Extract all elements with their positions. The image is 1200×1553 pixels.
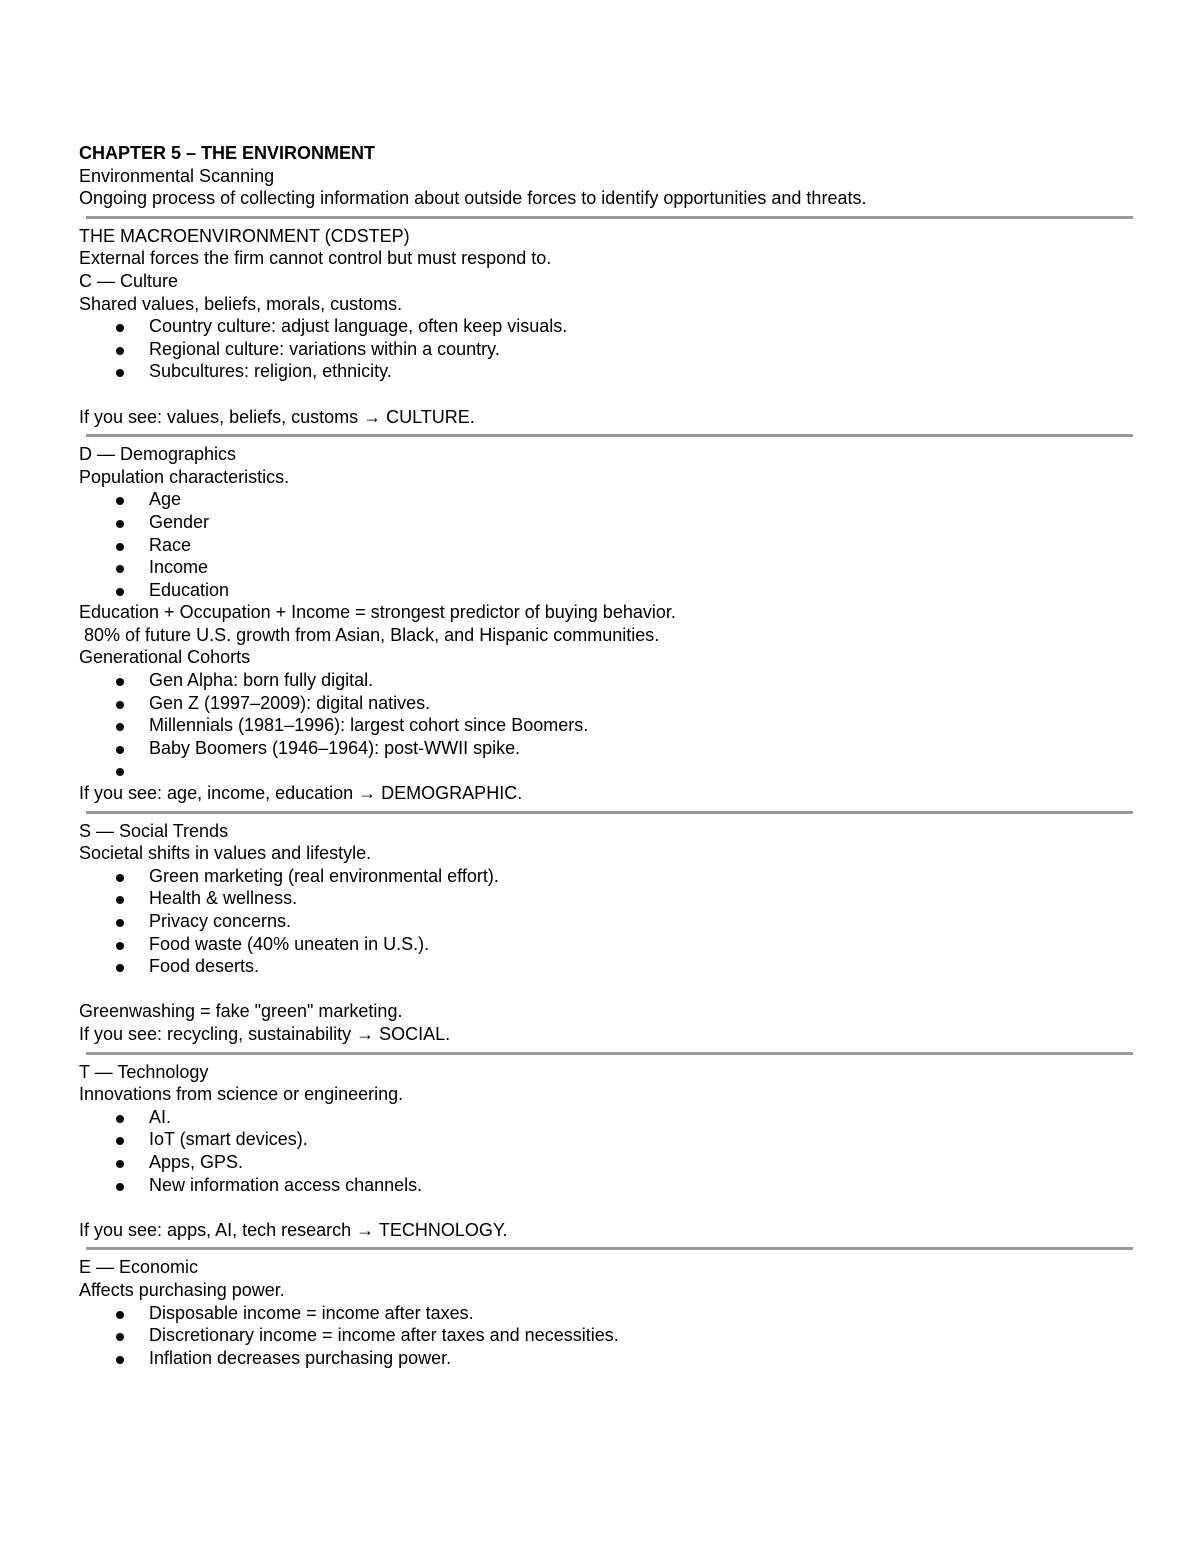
list-item: Education bbox=[79, 579, 1135, 602]
technology-list bbox=[79, 1106, 1135, 1196]
social-heading: S — Social Trends bbox=[79, 820, 229, 841]
divider bbox=[86, 1052, 1133, 1055]
economic-text: Affects purchasing power. bbox=[79, 1279, 285, 1300]
list-item: Millennials (1981–1996): largest cohort since Boomers. bbox=[79, 714, 1135, 737]
list-item: Discretionary income = income after taxes and necessities. bbox=[79, 1324, 1135, 1347]
list-item: Gen Z (1997–2009): digital natives. bbox=[79, 692, 1135, 715]
demographics-list bbox=[79, 488, 1135, 601]
list-item: Apps, GPS. bbox=[79, 1151, 1135, 1174]
list-item: Green marketing (real environmental effort). bbox=[79, 865, 1135, 888]
list-item: Gender bbox=[79, 511, 1135, 534]
demographics-heading: D — Demographics bbox=[79, 444, 237, 465]
culture-list bbox=[79, 315, 1135, 383]
technology-heading: T — Technology bbox=[79, 1061, 209, 1082]
list-item: Subcultures: religion, ethnicity. bbox=[79, 360, 1135, 383]
list-item: Disposable income = income after taxes. bbox=[79, 1302, 1135, 1325]
social-text: Societal shifts in values and lifestyle. bbox=[79, 843, 372, 864]
demographics-note: 80% of future U.S. growth from Asian, Black, and Hispanic communities. bbox=[79, 624, 660, 645]
list-item: Privacy concerns. bbox=[79, 910, 1135, 933]
list-item: Regional culture: variations within a country. bbox=[79, 338, 1135, 361]
demographics-note: Education + Occupation + Income = strongest predictor of buying behavior. bbox=[79, 602, 676, 623]
culture-tip: If you see: values, beliefs, customs → CULTURE. bbox=[79, 406, 475, 427]
culture-heading: C — Culture bbox=[79, 270, 179, 291]
list-item: Baby Boomers (1946–1964): post-WWII spike. bbox=[79, 737, 1135, 760]
list-item: Food deserts. bbox=[79, 955, 1135, 978]
culture-text: Shared values, beliefs, morals, customs. bbox=[79, 293, 403, 314]
divider bbox=[86, 811, 1133, 814]
economic-heading: E — Economic bbox=[79, 1257, 199, 1278]
list-item: Food waste (40% uneaten in U.S.). bbox=[79, 933, 1135, 956]
cohorts-heading: Generational Cohorts bbox=[79, 647, 251, 668]
list-item: Age bbox=[79, 488, 1135, 511]
list-item bbox=[79, 759, 1135, 782]
list-item: Health & wellness. bbox=[79, 887, 1135, 910]
social-list bbox=[79, 865, 1135, 978]
chapter-title: CHAPTER 5 – THE ENVIRONMENT bbox=[79, 143, 376, 163]
cohorts-list bbox=[79, 669, 1135, 782]
divider bbox=[86, 434, 1133, 437]
social-tip: If you see: recycling, sustainability → SOCIAL. bbox=[79, 1023, 451, 1044]
list-item: Income bbox=[79, 556, 1135, 579]
definition-text: Ongoing process of collecting information about outside forces to identify opportunities and threats. bbox=[79, 188, 867, 209]
section-subtitle: Environmental Scanning bbox=[79, 165, 275, 186]
social-note: Greenwashing = fake "green" marketing. bbox=[79, 1001, 403, 1022]
list-item: IoT (smart devices). bbox=[79, 1128, 1135, 1151]
list-item: Inflation decreases purchasing power. bbox=[79, 1347, 1135, 1370]
list-item: AI. bbox=[79, 1106, 1135, 1129]
document-page bbox=[79, 142, 1135, 1369]
demographics-tip: If you see: age, income, education → DEMOGRAPHIC. bbox=[79, 783, 523, 804]
macro-text: External forces the firm cannot control but must respond to. bbox=[79, 248, 552, 269]
demographics-text: Population characteristics. bbox=[79, 466, 290, 487]
list-item: Race bbox=[79, 534, 1135, 557]
divider bbox=[86, 1247, 1133, 1250]
divider bbox=[86, 216, 1133, 219]
list-item: Gen Alpha: born fully digital. bbox=[79, 669, 1135, 692]
list-item: New information access channels. bbox=[79, 1174, 1135, 1197]
technology-text: Innovations from science or engineering. bbox=[79, 1084, 404, 1105]
technology-tip: If you see: apps, AI, tech research → TECHNOLOGY. bbox=[79, 1219, 508, 1240]
list-item: Country culture: adjust language, often keep visuals. bbox=[79, 315, 1135, 338]
macro-heading: THE MACROENVIRONMENT (CDSTEP) bbox=[79, 225, 410, 246]
economic-list bbox=[79, 1302, 1135, 1370]
